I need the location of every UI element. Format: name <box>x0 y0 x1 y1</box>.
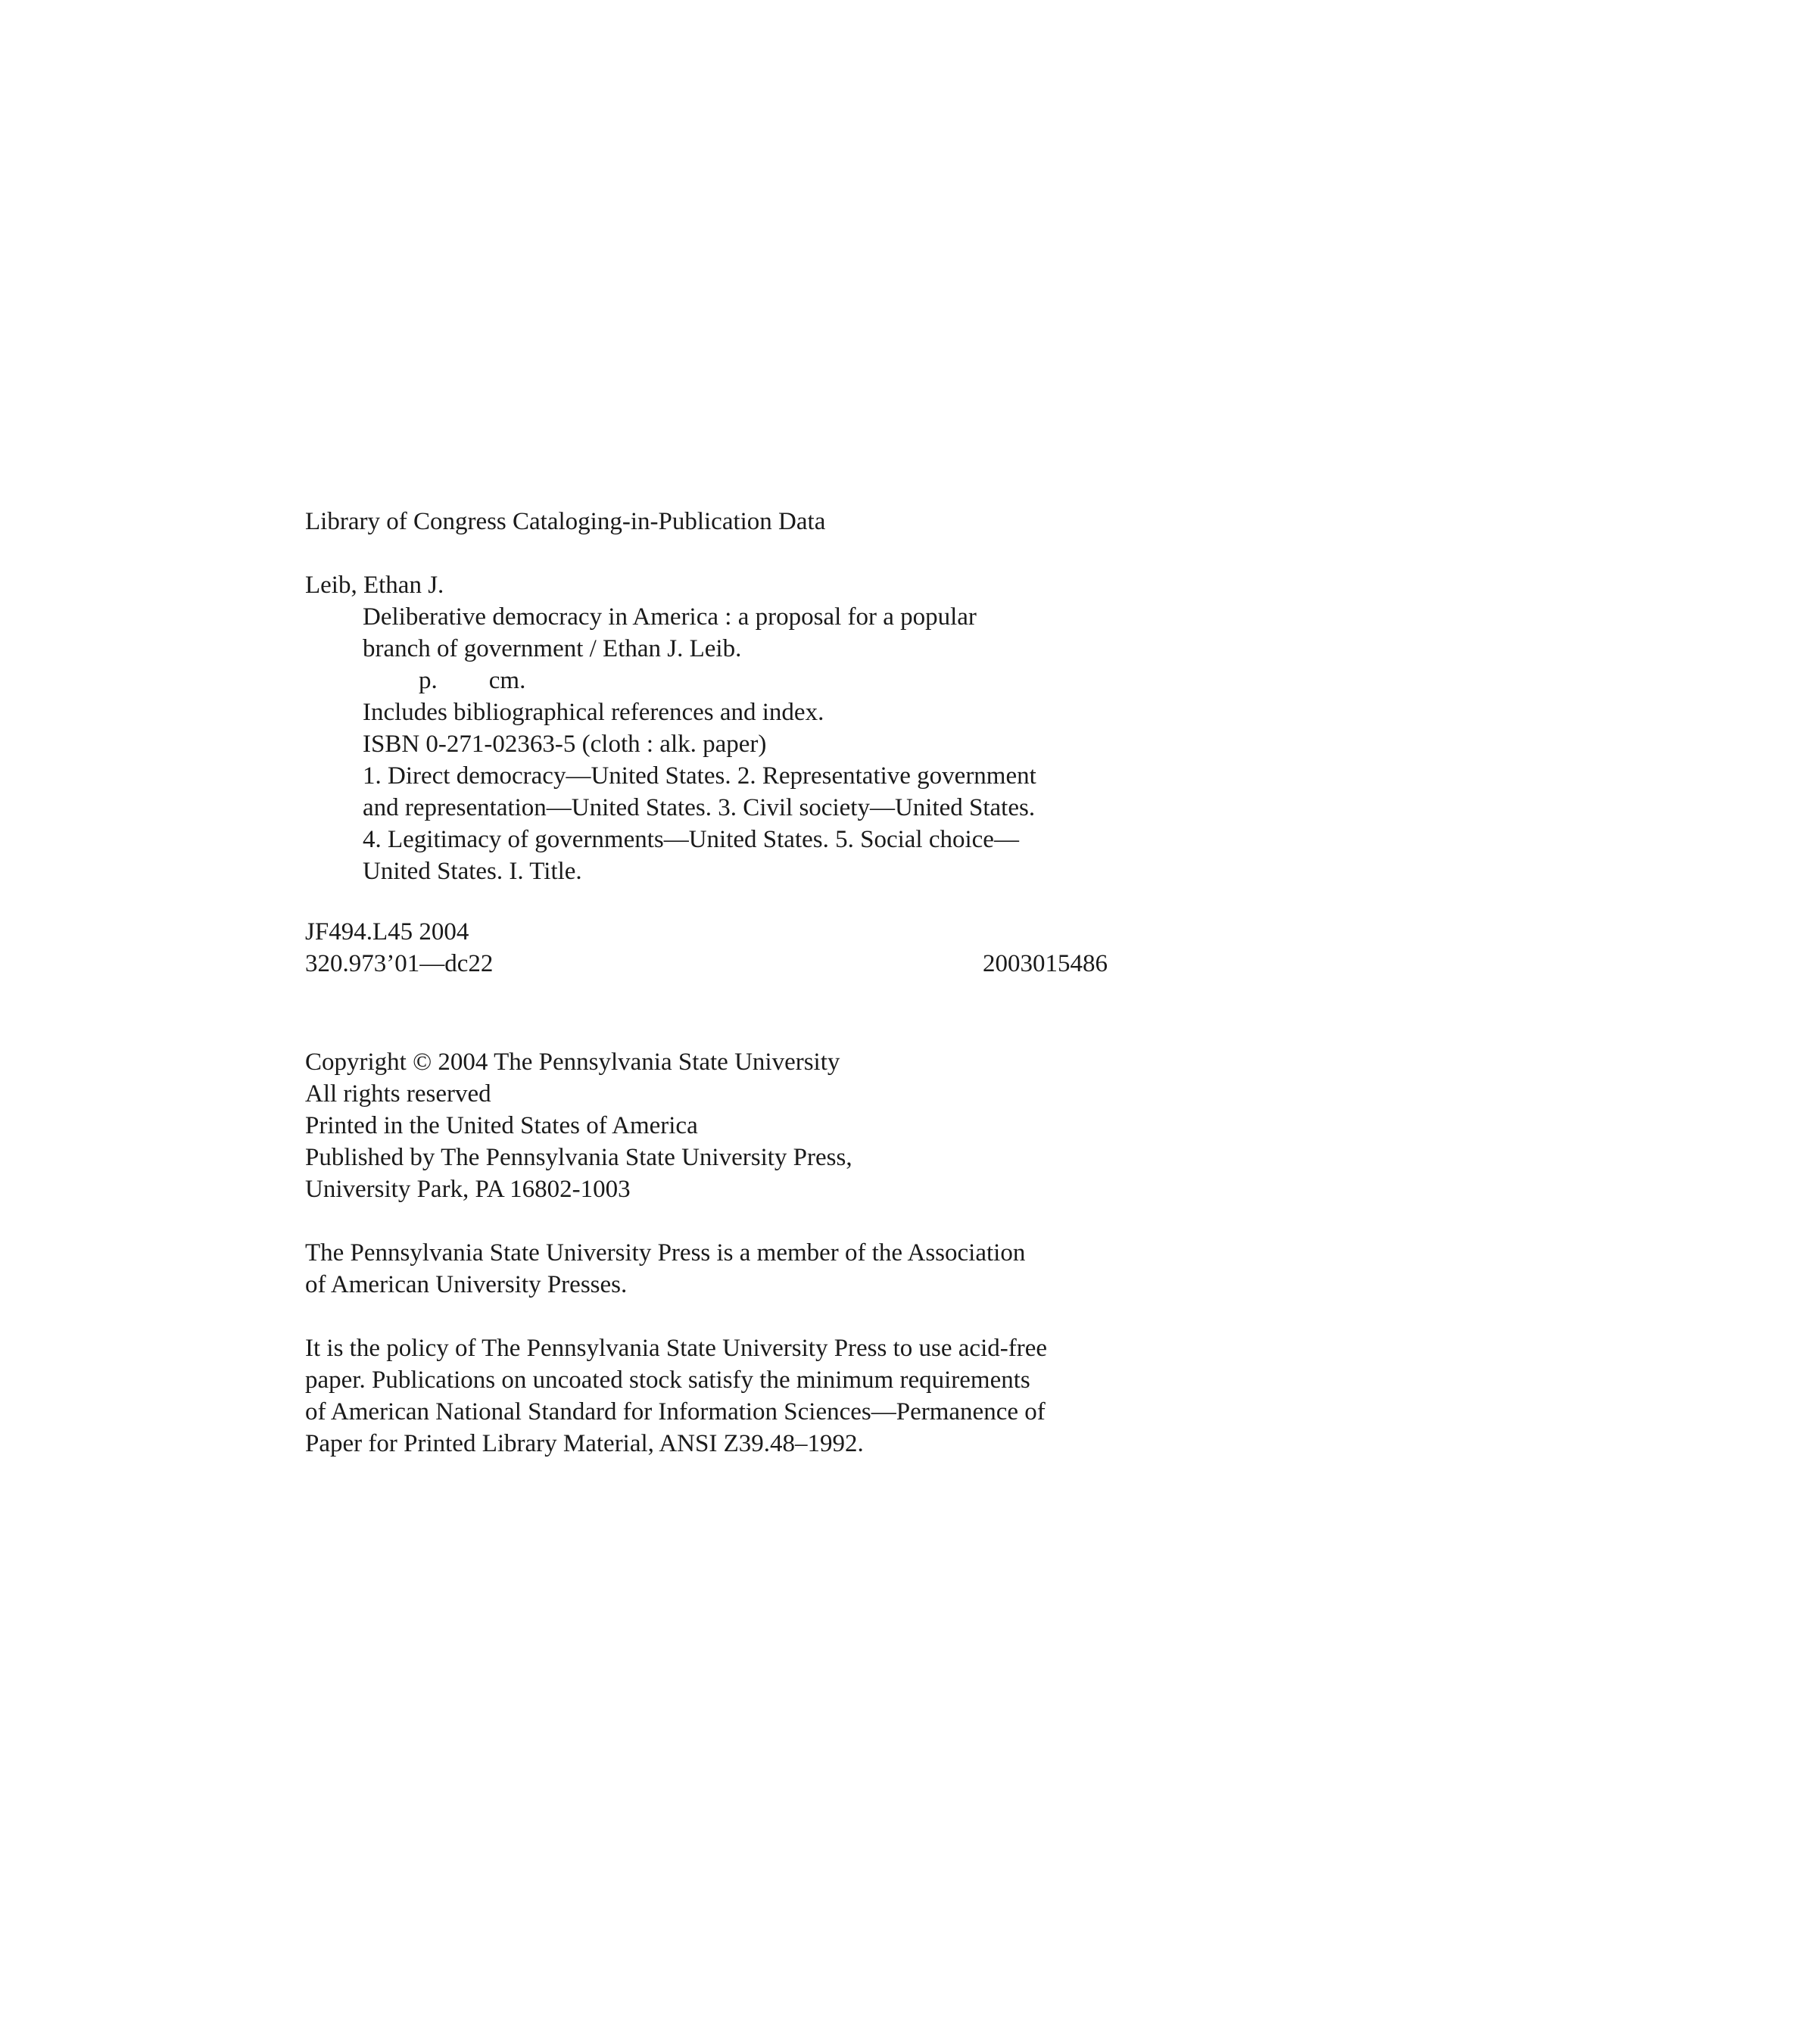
cip-subject-line: 4. Legitimacy of governments—United States. 5. Social choice— <box>363 826 1019 853</box>
cip-author: Leib, Ethan J. <box>305 572 444 599</box>
paper-policy-line: of American National Standard for Information Sciences—Permanence of <box>305 1398 1046 1426</box>
publisher-address: University Park, PA 16802-1003 <box>305 1176 631 1203</box>
publisher-line: Published by The Pennsylvania State University Press, <box>305 1144 852 1171</box>
copyright-notice <box>305 1046 1108 1205</box>
cip-subject-line: and representation—United States. 3. Civil society—United States. <box>363 794 1036 821</box>
cip-subject-line: 1. Direct democracy—United States. 2. Representative government <box>363 762 1036 790</box>
cip-record <box>305 569 1108 887</box>
copyright-line: Copyright © 2004 The Pennsylvania State University <box>305 1048 840 1076</box>
paper-policy-line: It is the policy of The Pennsylvania State University Press to use acid-free <box>305 1335 1047 1362</box>
lc-call-number: JF494.L45 2004 <box>305 918 469 946</box>
cip-physical-description <box>305 665 1108 696</box>
dewey-lccn-row <box>305 948 1108 980</box>
paper-policy-line: paper. Publications on uncoated stock satisfy the minimum requirements <box>305 1366 1030 1394</box>
aaup-line: The Pennsylvania State University Press is a member of the Association <box>305 1239 1026 1267</box>
dewey-number: 320.973’01—dc22 <box>305 950 494 977</box>
rights-line: All rights reserved <box>305 1080 491 1108</box>
cip-isbn: ISBN 0-271-02363-5 (cloth : alk. paper) <box>363 731 767 758</box>
aaup-line: of American University Presses. <box>305 1271 628 1298</box>
cip-pagination: p. <box>419 667 438 694</box>
cip-title-line: branch of government / Ethan J. Leib. <box>363 635 742 662</box>
call-numbers <box>305 916 1108 980</box>
cip-subject-line: United States. I. Title. <box>363 858 582 885</box>
cip-note: Includes bibliographical references and index. <box>363 699 824 726</box>
aaup-membership-note <box>305 1237 1108 1301</box>
cip-size: cm. <box>488 667 526 694</box>
lccn-number: 2003015486 <box>983 950 1108 977</box>
cip-title-line: Deliberative democracy in America : a proposal for a popular <box>363 603 977 631</box>
cip-heading <box>305 506 1108 537</box>
paper-policy-note <box>305 1332 1108 1460</box>
printed-line: Printed in the United States of America <box>305 1112 698 1139</box>
paper-policy-line: Paper for Printed Library Material, ANSI Z39.48–1992. <box>305 1430 864 1457</box>
cip-heading-text: Library of Congress Cataloging-in-Publication Data <box>305 508 826 535</box>
